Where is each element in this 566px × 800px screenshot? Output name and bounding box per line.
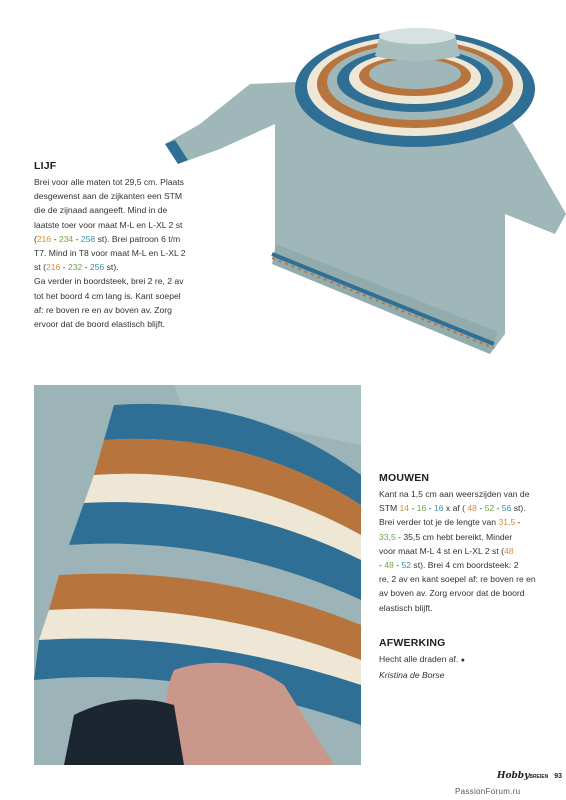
page-number: 93 <box>554 773 562 780</box>
lijf-body <box>34 175 214 331</box>
sweater-photo <box>160 14 566 354</box>
text-line: av boven av. Zorg ervoor dat de boord <box>379 588 525 599</box>
sweater-closeup-photo <box>34 385 361 765</box>
text-line: laatste toer voor maat M-L en L-XL 2 st <box>34 219 183 230</box>
text-line: desgewenst aan de zijkanten een STM <box>34 191 183 202</box>
text-line: die de zijnaad aangeeft. Mind in de <box>34 205 168 216</box>
afwerking-section <box>379 637 559 682</box>
text-line: elastisch blijft. <box>379 602 433 613</box>
text-line: re, 2 av en kant soepel af: re boven re en <box>379 574 536 585</box>
author-signature: Kristina de Borse <box>379 670 445 681</box>
text-line: - 48 - 52 st). Brei 4 cm boordsteek: 2 <box>379 560 519 571</box>
text-line: 33,5 - 35,5 cm hebt bereikt. Minder <box>379 531 513 542</box>
afwerking-title: AFWERKING <box>379 637 446 649</box>
text-line: Brei verder tot je de lengte van 31,5 - <box>379 517 521 528</box>
footer-brand <box>497 771 562 781</box>
brand-sub: BREIEN <box>529 774 549 780</box>
mouwen-section <box>379 472 559 615</box>
text-line: tot het boord 4 cm lang is. Kant soepel <box>34 290 181 301</box>
text-line: ervoor dat de boord elastisch blijft. <box>34 319 165 330</box>
brand-logo: Hobby <box>497 771 530 781</box>
mouwen-title: MOUWEN <box>379 472 430 484</box>
afwerking-body <box>379 652 559 682</box>
text-line: (216 - 234 - 258 st). Brei patroon 6 t/m <box>34 233 181 244</box>
text-line: st (216 - 232 - 256 st). <box>34 262 119 273</box>
text-line: voor maat M-L 4 st en L-XL 2 st (48 <box>379 545 514 556</box>
text-line: Brei voor alle maten tot 29,5 cm. Plaats <box>34 177 184 187</box>
text-line: Kant na 1,5 cm aan weerszijden van de <box>379 489 530 499</box>
lijf-title: LIJF <box>34 160 57 172</box>
text-line: af: re boven re en av boven av. Zorg <box>34 304 172 315</box>
lijf-section <box>34 160 214 331</box>
text-line: Hecht alle draden af. ● <box>379 654 465 664</box>
text-line: Ga verder in boordsteek, brei 2 re, 2 av <box>34 276 184 287</box>
mouwen-body <box>379 487 559 615</box>
end-bullet-icon: ● <box>460 657 465 664</box>
text-line: T7. Mind in T8 voor maat M-L en L-XL 2 <box>34 248 186 259</box>
site-watermark: PassionForum.ru <box>455 787 521 796</box>
text-line: STM 14 - 16 - 16 x af ( 48 - 52 - 56 st). <box>379 503 526 514</box>
